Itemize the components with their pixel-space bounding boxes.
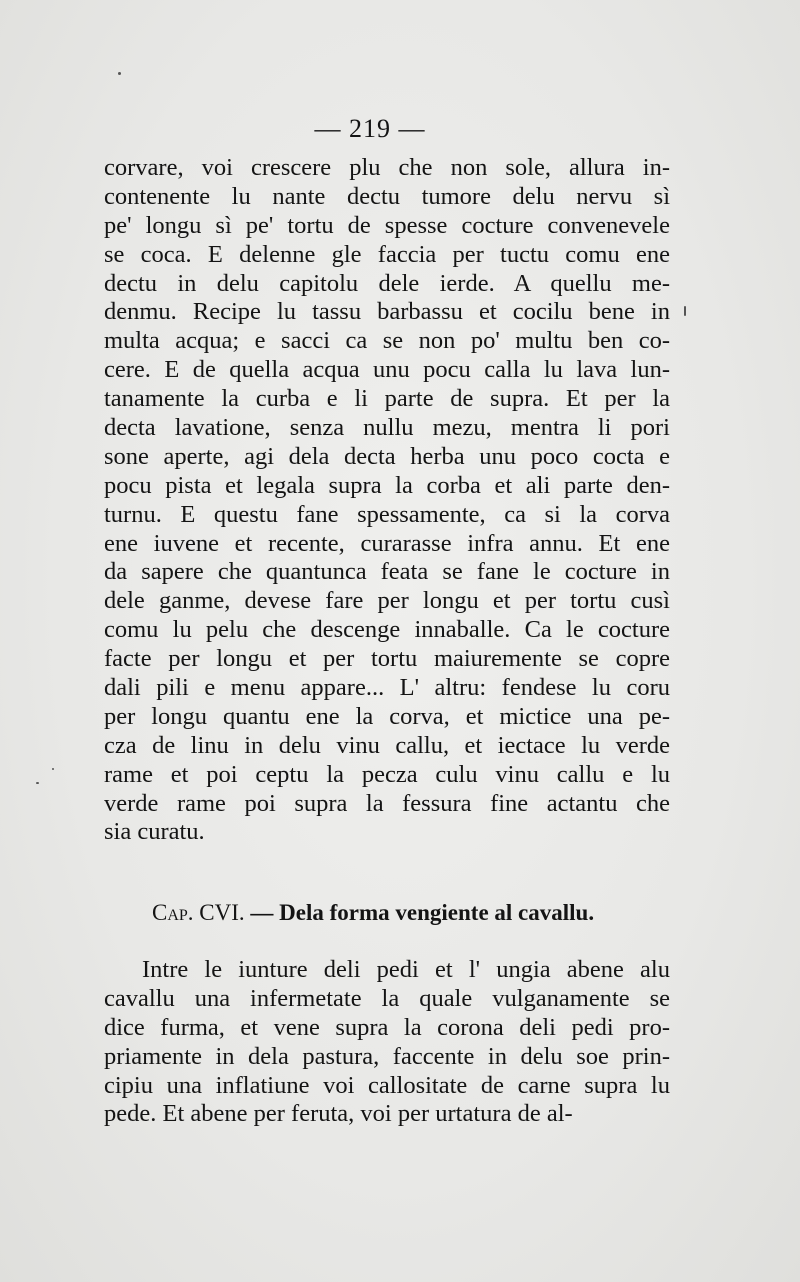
- text-line: tanamente la curba e li parte de supra. Et per la: [104, 385, 670, 413]
- text-line: cipiu una inflatiune voi callositate de carne supra lu: [104, 1071, 670, 1099]
- scan-speck: [36, 782, 39, 784]
- text-line: corvare, voi crescere plu che non sole, allura in-: [104, 154, 670, 181]
- scan-speck: [118, 72, 121, 75]
- paragraph-2: [104, 956, 670, 1129]
- text-line: pe' longu sì pe' tortu de spesse cocture convenevele: [104, 211, 670, 239]
- text-line: comu lu pelu che descenge innaballe. Ca le cocture: [104, 616, 670, 644]
- text-line: dele ganme, devese fare per longu et per tortu cusì: [104, 587, 670, 615]
- text-line: dice furma, et vene supra la corona deli pedi pro-: [104, 1013, 670, 1041]
- text-line: se coca. E delenne gle faccia per tuctu comu ene: [104, 240, 670, 268]
- text-line: contenente lu nante dectu tumore delu nervu sì: [104, 182, 670, 210]
- text-line: ene iuvene et recente, curarasse infra annu. Et ene: [104, 529, 670, 557]
- text-line: dali pili e menu appare... L' altru: fendese lu coru: [104, 674, 670, 702]
- text-line: verde rame poi supra la fessura fine actantu che: [104, 789, 670, 817]
- text-line: pede. Et abene per feruta, voi per urtatura de al-: [104, 1100, 573, 1128]
- text-line: cavallu una infermetate la quale vulganamente se: [104, 984, 670, 1012]
- text-line: per longu quantu ene la corva, et mictice una pe-: [104, 702, 670, 730]
- text-line: Intre le iunture deli pedi et l' ungia abene alu: [142, 956, 670, 983]
- scan-speck: [52, 768, 54, 770]
- scan-speck: [684, 306, 686, 316]
- text-line: dectu in delu capitolu dele ierde. A quellu me-: [104, 269, 670, 297]
- text-line: facte per longu et per tortu maiuremente se copre: [104, 645, 670, 673]
- text-line: cere. E de quella acqua unu pocu calla lu lava lun-: [104, 356, 670, 384]
- text-line: denmu. Recipe lu tassu barbassu et cocilu bene in: [104, 298, 670, 326]
- chapter-number: Cap. CVI.: [152, 900, 245, 925]
- paragraph-1: [104, 154, 670, 847]
- text-line: pocu pista et legala supra la corba et ali parte den-: [104, 471, 670, 499]
- text-line: sia curatu.: [104, 818, 205, 846]
- text-line: cza de linu in delu vinu callu, et iectace lu verde: [104, 731, 670, 759]
- chapter-title: — Dela forma vengiente al cavallu.: [250, 900, 595, 925]
- chapter-heading: [152, 898, 622, 928]
- text-line: priamente in dela pastura, faccente in delu soe prin-: [104, 1042, 670, 1070]
- text-line: rame et poi ceptu la pecza culu vinu callu e lu: [104, 760, 670, 788]
- text-line: decta lavatione, senza nullu mezu, mentra li pori: [104, 414, 670, 442]
- page-number: — 219 —: [314, 114, 426, 143]
- text-line: sone aperte, agi dela decta herba unu poco cocta e: [104, 442, 670, 470]
- text-line: da sapere che quantunca feata se fane le cocture in: [104, 558, 670, 586]
- text-line: multa acqua; e sacci ca se non po' multu ben co-: [104, 327, 670, 355]
- text-line: turnu. E questu fane spessamente, ca si la corva: [104, 500, 670, 528]
